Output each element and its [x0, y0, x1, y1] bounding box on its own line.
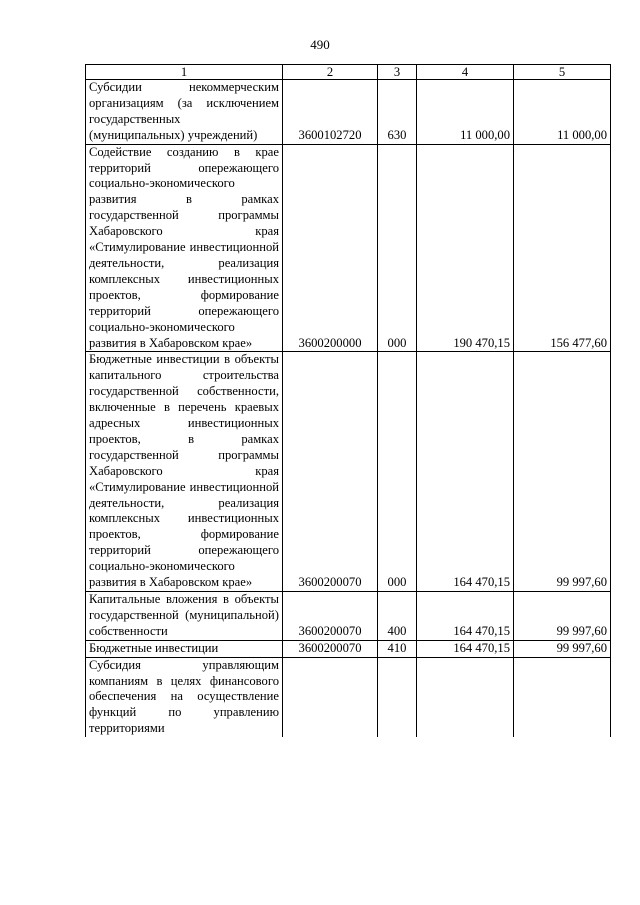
row-expense-type: 000 — [378, 352, 417, 592]
table-row — [86, 144, 611, 352]
row-expense-type: 400 — [378, 592, 417, 641]
page-number: 490 — [310, 37, 330, 52]
row-expense-type: 630 — [378, 80, 417, 145]
row-target-code: 3600200070 — [283, 592, 378, 641]
table-row — [86, 657, 611, 737]
row-target-code — [283, 657, 378, 737]
column-header-5: 5 — [514, 65, 611, 80]
row-name: Субсидия управляющим компаниям в целях финансового обеспечения на осуществление функций по управлению территориями — [86, 657, 283, 737]
row-expense-type: 410 — [378, 640, 417, 657]
row-name: Бюджетные инвестиции в объекты капитального строительства государственной собственности, включенные в перечень краевых адресных инвестиционных проектов, в рамках государственной программы Хабаровского края «Стимулирование инвестиционной деятельности, реализация комплексных инвестиционных проектов, формирование территорий опережающего социально-экономического развития в Хабаровском крае» — [86, 352, 283, 592]
column-header-2: 2 — [283, 65, 378, 80]
row-name: Содействие созданию в крае территорий опережающего социально-экономического развития в рамках государственной программы Хабаровского края «Стимулирование инвестиционной деятельности, реализация комплексных инвестиционных проектов, формирование территорий опережающего социально-экономического развития в Хабаровском крае» — [86, 144, 283, 352]
row-amount-col4 — [417, 657, 514, 737]
table-header-row — [86, 65, 611, 80]
row-amount-col5: 99 997,60 — [514, 352, 611, 592]
row-target-code: 3600200000 — [283, 144, 378, 352]
table-row — [86, 352, 611, 592]
row-target-code: 3600102720 — [283, 80, 378, 145]
row-amount-col5: 156 477,60 — [514, 144, 611, 352]
table-row — [86, 80, 611, 145]
budget-table — [85, 64, 611, 737]
row-target-code: 3600200070 — [283, 352, 378, 592]
row-name: Субсидии некоммерческим организациям (за исключением государственных (муниципальных) учреждений) — [86, 80, 283, 145]
row-amount-col4: 11 000,00 — [417, 80, 514, 145]
column-header-3: 3 — [378, 65, 417, 80]
row-expense-type — [378, 657, 417, 737]
table-row — [86, 640, 611, 657]
row-amount-col5: 99 997,60 — [514, 592, 611, 641]
row-name: Бюджетные инвестиции — [86, 640, 283, 657]
row-amount-col5: 11 000,00 — [514, 80, 611, 145]
row-amount-col4: 164 470,15 — [417, 592, 514, 641]
column-header-4: 4 — [417, 65, 514, 80]
row-expense-type: 000 — [378, 144, 417, 352]
column-header-1: 1 — [86, 65, 283, 80]
table-row — [86, 592, 611, 641]
row-amount-col5 — [514, 657, 611, 737]
row-target-code: 3600200070 — [283, 640, 378, 657]
row-amount-col4: 164 470,15 — [417, 352, 514, 592]
row-amount-col4: 164 470,15 — [417, 640, 514, 657]
row-amount-col4: 190 470,15 — [417, 144, 514, 352]
row-amount-col5: 99 997,60 — [514, 640, 611, 657]
row-name: Капитальные вложения в объекты государственной (муниципальной) собственности — [86, 592, 283, 641]
